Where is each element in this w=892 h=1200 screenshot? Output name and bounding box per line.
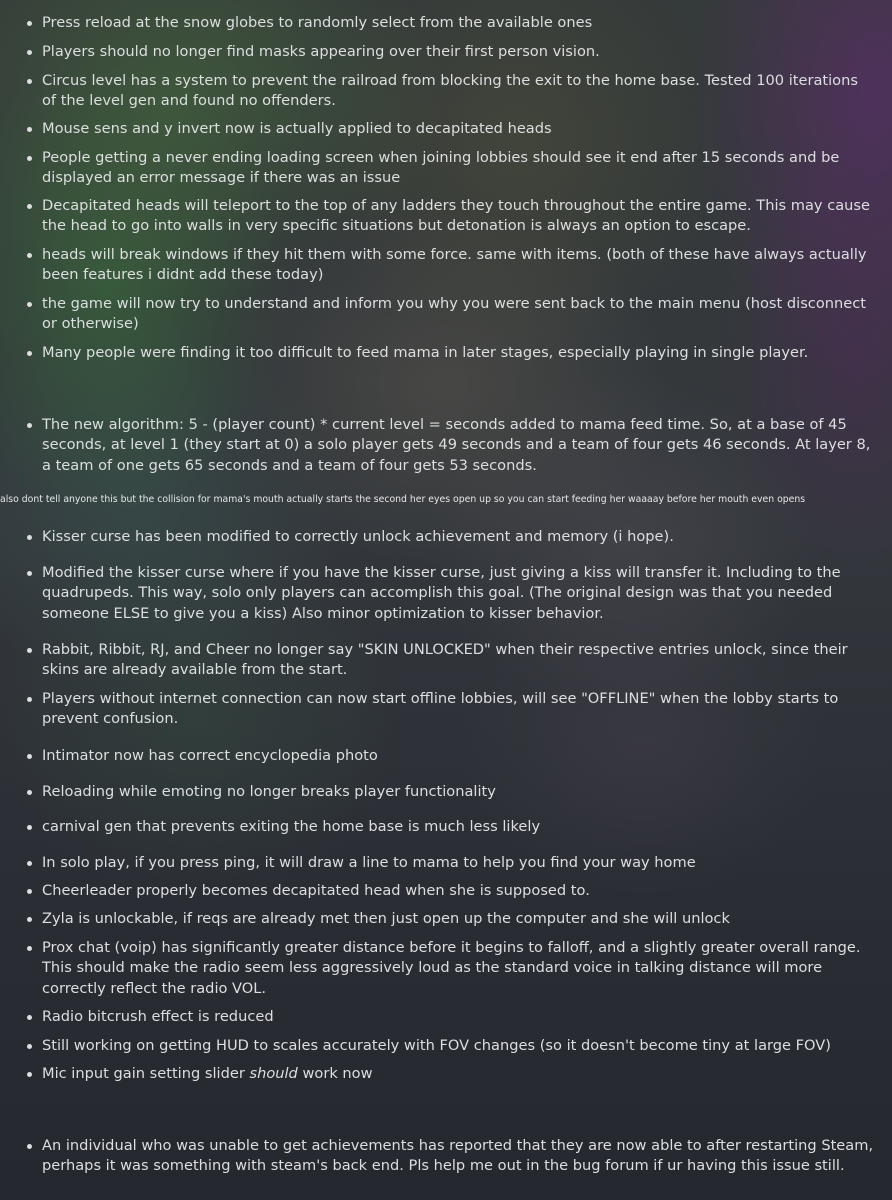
list-item bbox=[42, 42, 876, 62]
list-item bbox=[42, 1136, 876, 1177]
list-item-text: Players should no longer find masks appearing over their first person vision. bbox=[42, 43, 600, 60]
list-item bbox=[42, 563, 876, 624]
bullet-dot bbox=[27, 253, 32, 258]
list-item-text: Radio bitcrush effect is reduced bbox=[42, 1008, 274, 1025]
list-item-text-part: Mic input gain setting slider bbox=[42, 1065, 250, 1082]
bullet-dot bbox=[27, 21, 32, 26]
list-item bbox=[42, 881, 876, 901]
list-item-text: Kisser curse has been modified to correctly unlock achievement and memory (i hope). bbox=[42, 528, 674, 545]
list-item-text: An individual who was unable to get achievements has reported that they are now able to after restarting Steam, perhaps it was something with steam's back end. Pls help me out in the bug forum if ur having this issue still. bbox=[42, 1137, 874, 1175]
list-item-text: The new algorithm: 5 - (player count) * current level = seconds added to mama feed time. So, at a base of 45 seconds, at level 1 (they start at 0) a solo player gets 49 seconds and a team of four gets 46 seconds. At layer 8, a team of one gets 65 seconds and a team of four gets 53 seconds. bbox=[42, 416, 871, 474]
list-item bbox=[42, 1007, 876, 1027]
bullet-dot bbox=[27, 535, 32, 540]
bullet-dot bbox=[27, 127, 32, 132]
list-item bbox=[42, 119, 876, 139]
list-item-text: Rabbit, Ribbit, RJ, and Cheer no longer say "SKIN UNLOCKED" when their respective entries unlock, since their skins are already available from the start. bbox=[42, 641, 848, 679]
bullet-dot bbox=[27, 697, 32, 702]
emphasis-text: should bbox=[249, 1065, 298, 1082]
list-item bbox=[42, 1064, 876, 1084]
list-item-text: Press reload at the snow globes to randomly select from the available ones bbox=[42, 14, 593, 31]
list-item bbox=[42, 853, 876, 873]
list-item bbox=[42, 245, 876, 286]
list-item-text: Modified the kisser curse where if you have the kisser curse, just giving a kiss will transfer it. Including to the quadrupeds. This way, solo only players can accomplish this goal. (The original design was that you needed someone ELSE to give you a kiss) Also minor optimization to kisser behavior. bbox=[42, 564, 841, 622]
bullet-dot bbox=[27, 50, 32, 55]
bullet-dot bbox=[27, 571, 32, 576]
list-item bbox=[42, 746, 876, 766]
list-item-text: Cheerleader properly becomes decapitated head when she is supposed to. bbox=[42, 882, 590, 899]
list-item-text: Circus level has a system to prevent the railroad from blocking the exit to the home base. Tested 100 iterations of the level gen and found no offenders. bbox=[42, 72, 858, 110]
list-item bbox=[42, 415, 876, 476]
list-item-text: Zyla is unlockable, if reqs are already met then just open up the computer and she will unlock bbox=[42, 910, 730, 927]
list-item-text: Reloading while emoting no longer breaks player functionality bbox=[42, 783, 496, 800]
list-item-text: heads will break windows if they hit them with some force. same with items. (both of these have always actually been features i didnt add these today) bbox=[42, 246, 867, 284]
bullet-dot bbox=[27, 423, 32, 428]
list-item-text: Mouse sens and y invert now is actually applied to decapitated heads bbox=[42, 120, 552, 137]
bullet-dot bbox=[27, 1015, 32, 1020]
bullet-dot bbox=[27, 825, 32, 830]
bullet-dot bbox=[27, 1072, 32, 1077]
list-item-text: Still working on getting HUD to scales accurately with FOV changes (so it doesn't become tiny at large FOV) bbox=[42, 1037, 831, 1054]
bullet-dot bbox=[27, 79, 32, 84]
list-item bbox=[42, 938, 876, 999]
list-item bbox=[42, 294, 876, 335]
list-item-text: People getting a never ending loading screen when joining lobbies should see it end after 15 seconds and be displayed an error message if there was an issue bbox=[42, 149, 840, 187]
bullet-dot bbox=[27, 754, 32, 759]
list-item bbox=[42, 13, 876, 33]
aside-note: also dont tell anyone this but the collision for mama's mouth actually starts the second her eyes open up so you can start feeding her waaaay before her mouth even opens bbox=[0, 494, 806, 505]
bullet-dot bbox=[27, 156, 32, 161]
list-item bbox=[42, 343, 876, 363]
list-item-text-part: work now bbox=[297, 1065, 373, 1082]
bullet-dot bbox=[27, 917, 32, 922]
list-item bbox=[42, 527, 876, 547]
list-item bbox=[42, 782, 876, 802]
bullet-dot bbox=[27, 1144, 32, 1149]
list-item-text: the game will now try to understand and inform you why you were sent back to the main menu (host disconnect or otherwise) bbox=[42, 295, 866, 333]
list-item bbox=[42, 817, 876, 837]
list-item bbox=[42, 196, 876, 237]
bullet-dot bbox=[27, 889, 32, 894]
bullet-dot bbox=[27, 946, 32, 951]
bullet-dot bbox=[27, 351, 32, 356]
list-item-text: Prox chat (voip) has significantly greater distance before it begins to falloff, and a slightly greater overall range. This should make the radio seem less aggressively loud as the standard voice in talking distance will more correctly reflect the radio VOL. bbox=[42, 939, 861, 997]
list-item bbox=[42, 1036, 876, 1056]
list-item-text: Players without internet connection can now start offline lobbies, will see "OFFLINE" when the lobby starts to prevent confusion. bbox=[42, 690, 839, 728]
bullet-dot bbox=[27, 302, 32, 307]
bullet-dot bbox=[27, 204, 32, 209]
list-item bbox=[42, 71, 876, 112]
list-item-text bbox=[42, 1065, 373, 1082]
bullet-dot bbox=[27, 790, 32, 795]
bullet-dot bbox=[27, 1044, 32, 1049]
list-item bbox=[42, 909, 876, 929]
bullet-dot bbox=[27, 861, 32, 866]
list-item-text: carnival gen that prevents exiting the home base is much less likely bbox=[42, 818, 541, 835]
list-item-text: Many people were finding it too difficult to feed mama in later stages, especially playing in single player. bbox=[42, 344, 809, 361]
bullet-dot bbox=[27, 648, 32, 653]
list-item bbox=[42, 640, 876, 681]
list-item bbox=[42, 689, 876, 730]
list-item-text: In solo play, if you press ping, it will draw a line to mama to help you find your way home bbox=[42, 854, 696, 871]
list-item-text: Intimator now has correct encyclopedia photo bbox=[42, 747, 378, 764]
list-item bbox=[42, 148, 876, 189]
list-item-text: Decapitated heads will teleport to the top of any ladders they touch throughout the entire game. This may cause the head to go into walls in very specific situations but detonation is always an option to escape. bbox=[42, 197, 871, 235]
